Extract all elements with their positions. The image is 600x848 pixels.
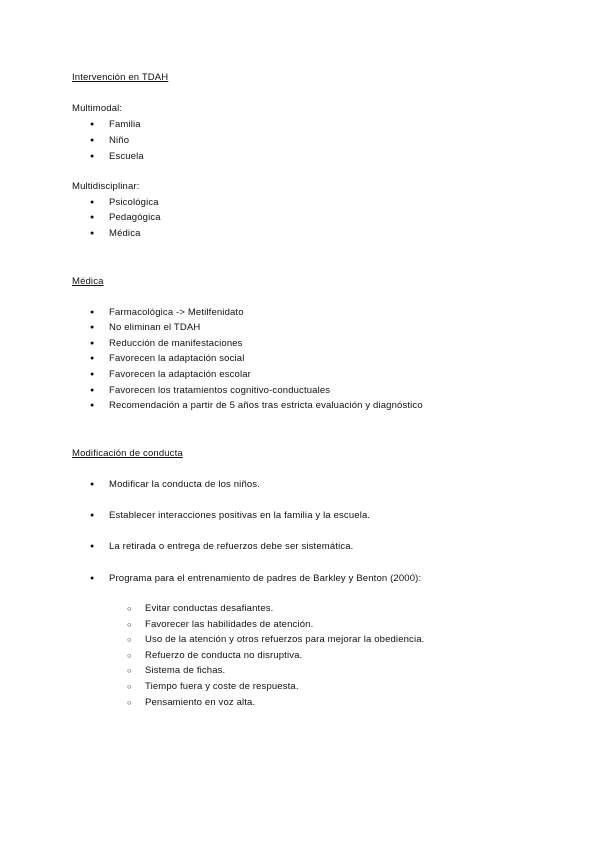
list-item: Farmacológica -> Metilfenidato: [109, 307, 244, 318]
hollow-bullet-icon: ○: [127, 666, 132, 675]
list-item: Evitar conductas desafiantes.: [145, 603, 274, 614]
list-item: Niño: [109, 135, 130, 146]
list-item: Médica: [109, 228, 141, 239]
list-item: Reducción de manifestaciones: [109, 338, 243, 349]
multidisciplinar-label: Multidisciplinar:: [72, 181, 140, 192]
hollow-bullet-icon: ○: [127, 604, 132, 613]
bullet-icon: ●: [90, 214, 95, 221]
list-item: Favorecen los tratamientos cognitivo-conductuales: [109, 385, 331, 396]
list-item: Escuela: [109, 151, 144, 162]
list-item: La retirada o entrega de refuerzos debe ser sistemática.: [109, 541, 354, 552]
bullet-icon: ●: [90, 199, 95, 206]
list-item: Uso de la atención y otros refuerzos para mejorar la obediencia.: [145, 634, 425, 645]
hollow-bullet-icon: ○: [127, 698, 132, 707]
section-title-tdah: Intervención en TDAH: [72, 72, 169, 83]
bullet-icon: ●: [90, 371, 95, 378]
section-title-medica: Médica: [72, 276, 104, 287]
bullet-icon: ●: [90, 324, 95, 331]
bullet-icon: ●: [90, 121, 95, 128]
list-item: Favorecer las habilidades de atención.: [145, 619, 314, 630]
list-item: Recomendación a partir de 5 años tras estricta evaluación y diagnóstico: [109, 400, 423, 411]
bullet-icon: ●: [90, 481, 95, 488]
bullet-icon: ●: [90, 137, 95, 144]
list-item: Pensamiento en voz alta.: [145, 697, 256, 708]
bullet-icon: ●: [90, 355, 95, 362]
list-item: Sistema de fichas.: [145, 665, 226, 676]
list-item: Tiempo fuera y coste de respuesta.: [145, 681, 299, 692]
bullet-icon: ●: [90, 309, 95, 316]
hollow-bullet-icon: ○: [127, 651, 132, 660]
bullet-icon: ●: [90, 230, 95, 237]
bullet-icon: ●: [90, 543, 95, 550]
multimodal-label: Multimodal:: [72, 103, 123, 114]
bullet-icon: ●: [90, 340, 95, 347]
list-item: Modificar la conducta de los niños.: [109, 479, 260, 490]
list-item: Programa para el entrenamiento de padres de Barkley y Benton (2000):: [109, 573, 422, 584]
bullet-icon: ●: [90, 387, 95, 394]
list-item: No eliminan el TDAH: [109, 322, 201, 333]
list-item: Familia: [109, 119, 141, 130]
list-item: Psicológica: [109, 197, 159, 208]
bullet-icon: ●: [90, 153, 95, 160]
list-item: Refuerzo de conducta no disruptiva.: [145, 650, 303, 661]
bullet-icon: ●: [90, 575, 95, 582]
list-item: Establecer interacciones positivas en la familia y la escuela.: [109, 510, 371, 521]
list-item: Favorecen la adaptación social: [109, 353, 245, 364]
bullet-icon: ●: [90, 402, 95, 409]
hollow-bullet-icon: ○: [127, 635, 132, 644]
bullet-icon: ●: [90, 512, 95, 519]
section-title-conducta: Modificación de conducta: [72, 448, 183, 459]
list-item: Favorecen la adaptación escolar: [109, 369, 251, 380]
hollow-bullet-icon: ○: [127, 620, 132, 629]
list-item: Pedagógica: [109, 212, 161, 223]
hollow-bullet-icon: ○: [127, 682, 132, 691]
